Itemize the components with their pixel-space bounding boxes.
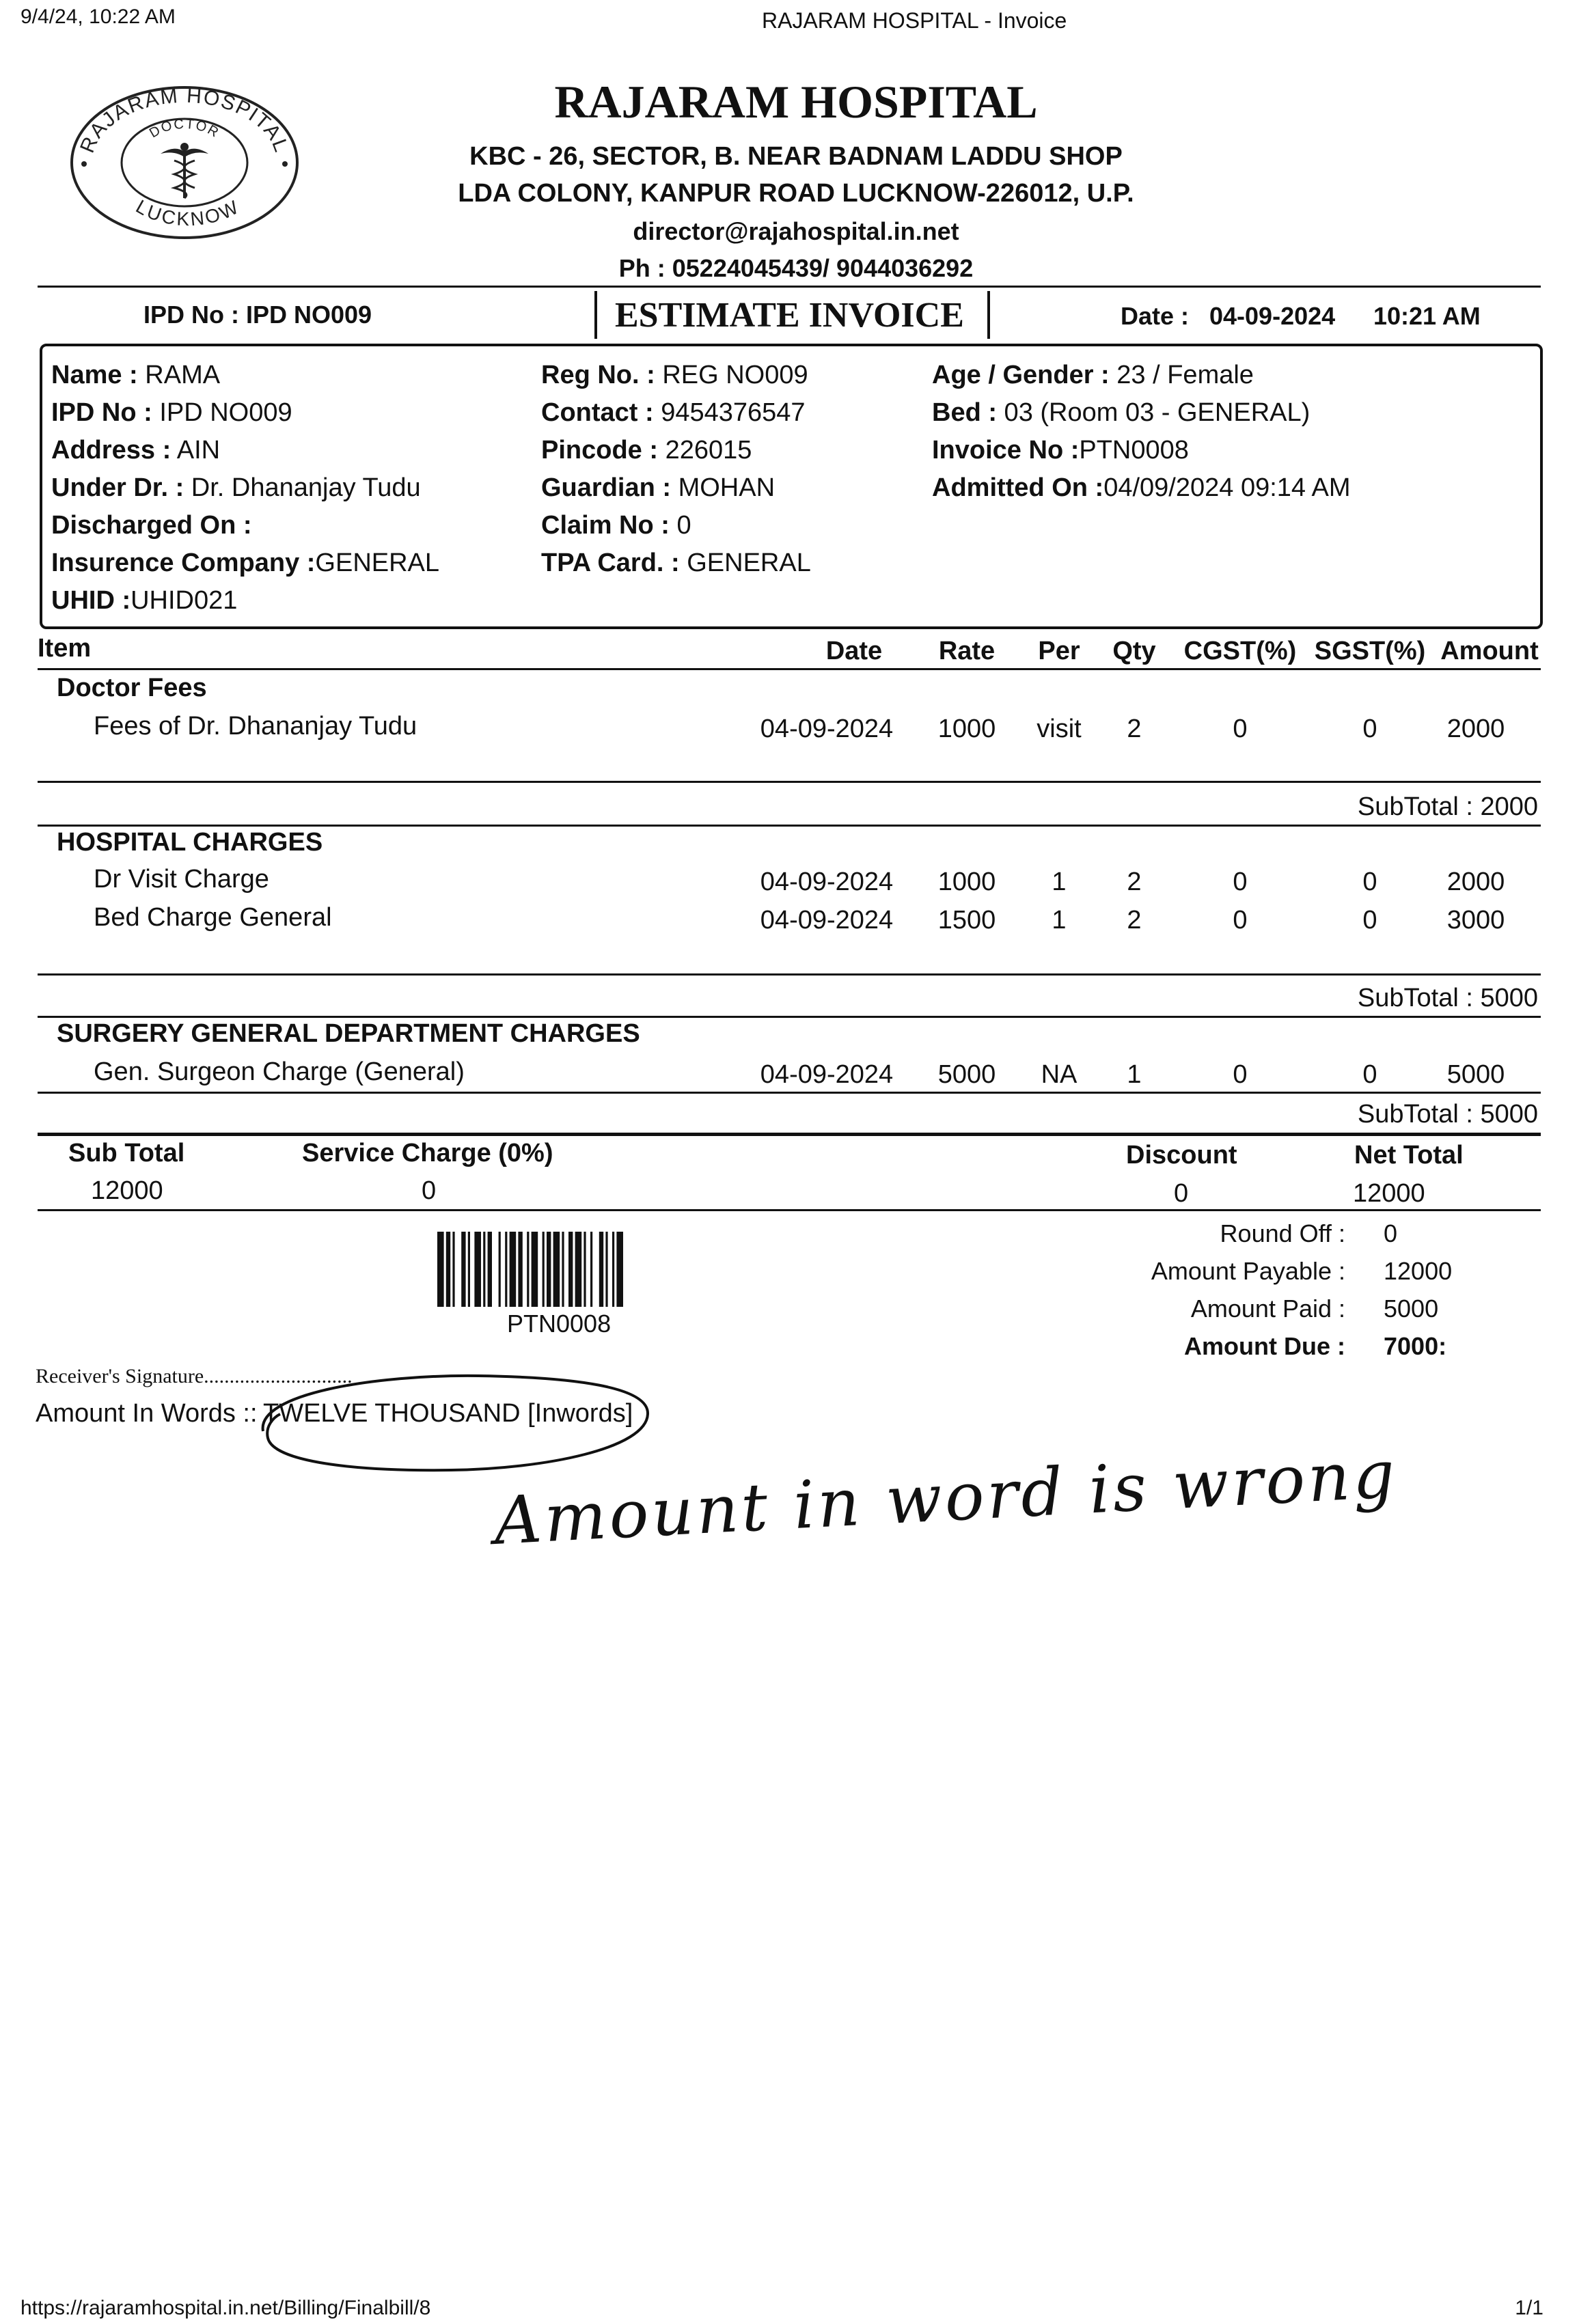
patient-field [541,432,811,469]
svg-text:RAJARAM HOSPITAL: RAJARAM HOSPITAL [76,84,293,156]
patient-field-value: MOHAN [671,473,776,502]
divider [38,1209,1541,1211]
section-subtotal: SubTotal : 5000 [1357,984,1538,1012]
divider [987,291,990,339]
patient-column-1 [51,357,439,620]
header-ipd-no: IPD No : IPD NO009 [143,301,372,329]
row-per: 1 [1052,906,1067,935]
patient-field [51,394,439,432]
row-cgst: 0 [1233,715,1248,743]
patient-field-label: IPD No : [51,398,152,427]
amount-payable-label: Amount Payable : [1151,1257,1345,1285]
barcode [437,1232,690,1307]
patient-field-value: 04/09/2024 09:14 AM [1103,473,1351,502]
section-title: SURGERY GENERAL DEPARTMENT CHARGES [57,1019,640,1048]
svg-text:LUCKNOW: LUCKNOW [132,195,244,230]
row-rate: 5000 [937,1060,996,1089]
patient-field-value: 9454376547 [653,398,806,427]
patient-field-value: Dr. Dhananjay Tudu [184,473,421,502]
hospital-address-line2: LDA COLONY, KANPUR ROAD LUCKNOW-226012, U.P. [458,179,1134,208]
patient-field-value: PTN0008 [1079,436,1189,465]
patient-field-label: Contact : [541,398,654,427]
round-off-label: Round Off : [1220,1219,1345,1247]
amount-due-label: Amount Due : [1184,1332,1345,1360]
patient-field-value: 226015 [658,436,752,465]
row-cgst: 0 [1233,868,1248,896]
patient-field [51,507,439,544]
row-rate: 1000 [937,868,996,896]
row-cgst: 0 [1233,906,1248,935]
svg-text:DOCTOR: DOCTOR [146,116,223,141]
net-total-value: 12000 [1353,1179,1425,1208]
col-header-per: Per [1038,637,1080,665]
amount-in-words-value: TWELVE THOUSAND [Inwords] [263,1399,633,1428]
patient-field [541,357,811,394]
invoice-title: ESTIMATE INVOICE [615,296,964,335]
row-sgst: 0 [1362,1060,1377,1089]
amount-paid-value: 5000 [1384,1295,1439,1323]
divider [38,781,1541,783]
patient-field-label: UHID : [51,586,131,615]
row-sgst: 0 [1362,868,1377,896]
row-item: Dr Visit Charge [94,865,269,894]
col-header-amount: Amount [1440,637,1539,665]
patient-field-label: Invoice No : [932,436,1080,465]
hospital-name: RAJARAM HOSPITAL [554,76,1038,128]
row-sgst: 0 [1362,715,1377,743]
patient-field [51,544,439,582]
row-date: 04-09-2024 [760,1060,894,1089]
patient-field [541,544,811,582]
patient-field-value: AIN [171,436,221,465]
col-header-cgst: CGST(%) [1183,637,1297,665]
invoice-time: 10:21 AM [1373,302,1481,330]
patient-field [51,357,439,394]
divider [38,825,1541,827]
patient-field [51,432,439,469]
section-title: HOSPITAL CHARGES [57,828,323,857]
patient-field-value: GENERAL [679,549,811,577]
patient-field [932,357,1351,394]
patient-field-label: Address : [51,436,171,465]
patient-field-value: REG NO009 [655,361,808,389]
patient-field-label: Pincode : [541,436,659,465]
patient-field-value: 23 / Female [1109,361,1254,389]
row-rate: 1000 [937,715,996,743]
row-item: Fees of Dr. Dhananjay Tudu [94,712,417,741]
col-header-sgst: SGST(%) [1314,637,1426,665]
row-amount: 2000 [1446,715,1505,743]
row-date: 04-09-2024 [760,715,894,743]
row-amount: 3000 [1446,906,1505,935]
divider [38,1016,1541,1018]
col-header-date: Date [825,637,883,665]
hospital-address-line1: KBC - 26, SECTOR, B. NEAR BADNAM LADDU SHOP [469,142,1123,171]
section-title: Doctor Fees [57,674,207,702]
patient-column-2 [541,357,811,582]
patient-field-label: Reg No. : [541,361,655,389]
section-subtotal: SubTotal : 2000 [1357,792,1538,821]
row-cgst: 0 [1233,1060,1248,1089]
divider [594,291,597,339]
handwritten-note [489,1435,1399,1585]
patient-field-label: TPA Card. : [541,549,680,577]
patient-field [51,469,439,507]
print-page-count: 1/1 [1515,2297,1543,2319]
discount-value: 0 [1174,1179,1189,1208]
service-charge-label: Service Charge (0%) [302,1139,553,1167]
col-header-item: Item [38,634,92,663]
row-per: visit [1037,715,1082,743]
svg-text:Amount in word is wrong: Amount in word is wrong [492,1435,1399,1560]
row-amount: 2000 [1446,868,1505,896]
row-per: NA [1041,1060,1078,1089]
patient-field [932,432,1351,469]
patient-field [541,469,811,507]
patient-field-label: Name : [51,361,138,389]
patient-field [932,394,1351,432]
row-date: 04-09-2024 [760,868,894,896]
sub-total-label: Sub Total [68,1139,185,1167]
amount-payable-value: 12000 [1384,1257,1453,1285]
row-qty: 2 [1127,868,1142,896]
patient-field [541,394,811,432]
hospital-email: director@rajahospital.in.net [633,217,959,245]
print-page-title: RAJARAM HOSPITAL - Invoice [762,8,1067,33]
patient-field-value: GENERAL [315,549,440,577]
invoice-date: 04-09-2024 [1209,302,1336,330]
row-qty: 2 [1127,906,1142,935]
patient-field-label: Age / Gender : [932,361,1110,389]
patient-field-label: Bed : [932,398,997,427]
round-off-value: 0 [1384,1219,1398,1247]
sub-total-value: 12000 [91,1176,163,1205]
row-date: 04-09-2024 [760,906,894,935]
print-url: https://rajaramhospital.in.net/Billing/Finalbill/8 [20,2297,431,2319]
divider [38,286,1541,288]
patient-field-label: Admitted On : [932,473,1104,502]
section-subtotal: SubTotal : 5000 [1357,1100,1538,1129]
receiver-signature: Receiver's Signature............................. [36,1365,353,1387]
net-total-label: Net Total [1354,1141,1464,1170]
patient-field-value: 03 (Room 03 - GENERAL) [997,398,1310,427]
discount-label: Discount [1126,1141,1237,1170]
patient-field-label: Insurence Company : [51,549,316,577]
col-header-rate: Rate [938,637,996,665]
patient-field-value: IPD NO009 [152,398,292,427]
patient-field-label: Claim No : [541,511,670,540]
patient-field-label: Discharged On : [51,511,252,540]
patient-field-value: RAMA [137,361,221,389]
col-header-qty: Qty [1112,637,1156,665]
patient-field-label: Guardian : [541,473,672,502]
patient-field-value: UHID021 [131,586,238,615]
patient-field-label: Under Dr. : [51,473,184,502]
print-datetime: 9/4/24, 10:22 AM [20,5,176,28]
row-qty: 1 [1127,1060,1142,1089]
row-rate: 1500 [937,906,996,935]
patient-field-value: 0 [669,511,691,540]
patient-column-3 [932,357,1351,507]
amount-due-value: 7000: [1384,1332,1447,1360]
patient-field [51,582,439,620]
divider [38,668,1541,670]
divider [38,1092,1541,1094]
row-item: Gen. Surgeon Charge (General) [94,1057,465,1086]
date-label: Date : [1121,302,1190,330]
row-amount: 5000 [1446,1060,1505,1089]
divider [38,973,1541,976]
barcode-text: PTN0008 [507,1310,612,1338]
patient-field [541,507,811,544]
amount-in-words-label: Amount In Words :: [36,1399,258,1428]
row-item: Bed Charge General [94,903,332,932]
amount-paid-label: Amount Paid : [1190,1295,1345,1323]
row-qty: 2 [1127,715,1142,743]
service-charge-value: 0 [422,1176,437,1205]
row-per: 1 [1052,868,1067,896]
hospital-phone: Ph : 05224045439/ 9044036292 [618,254,974,282]
row-sgst: 0 [1362,906,1377,935]
divider [38,1133,1541,1136]
patient-field [932,469,1351,507]
